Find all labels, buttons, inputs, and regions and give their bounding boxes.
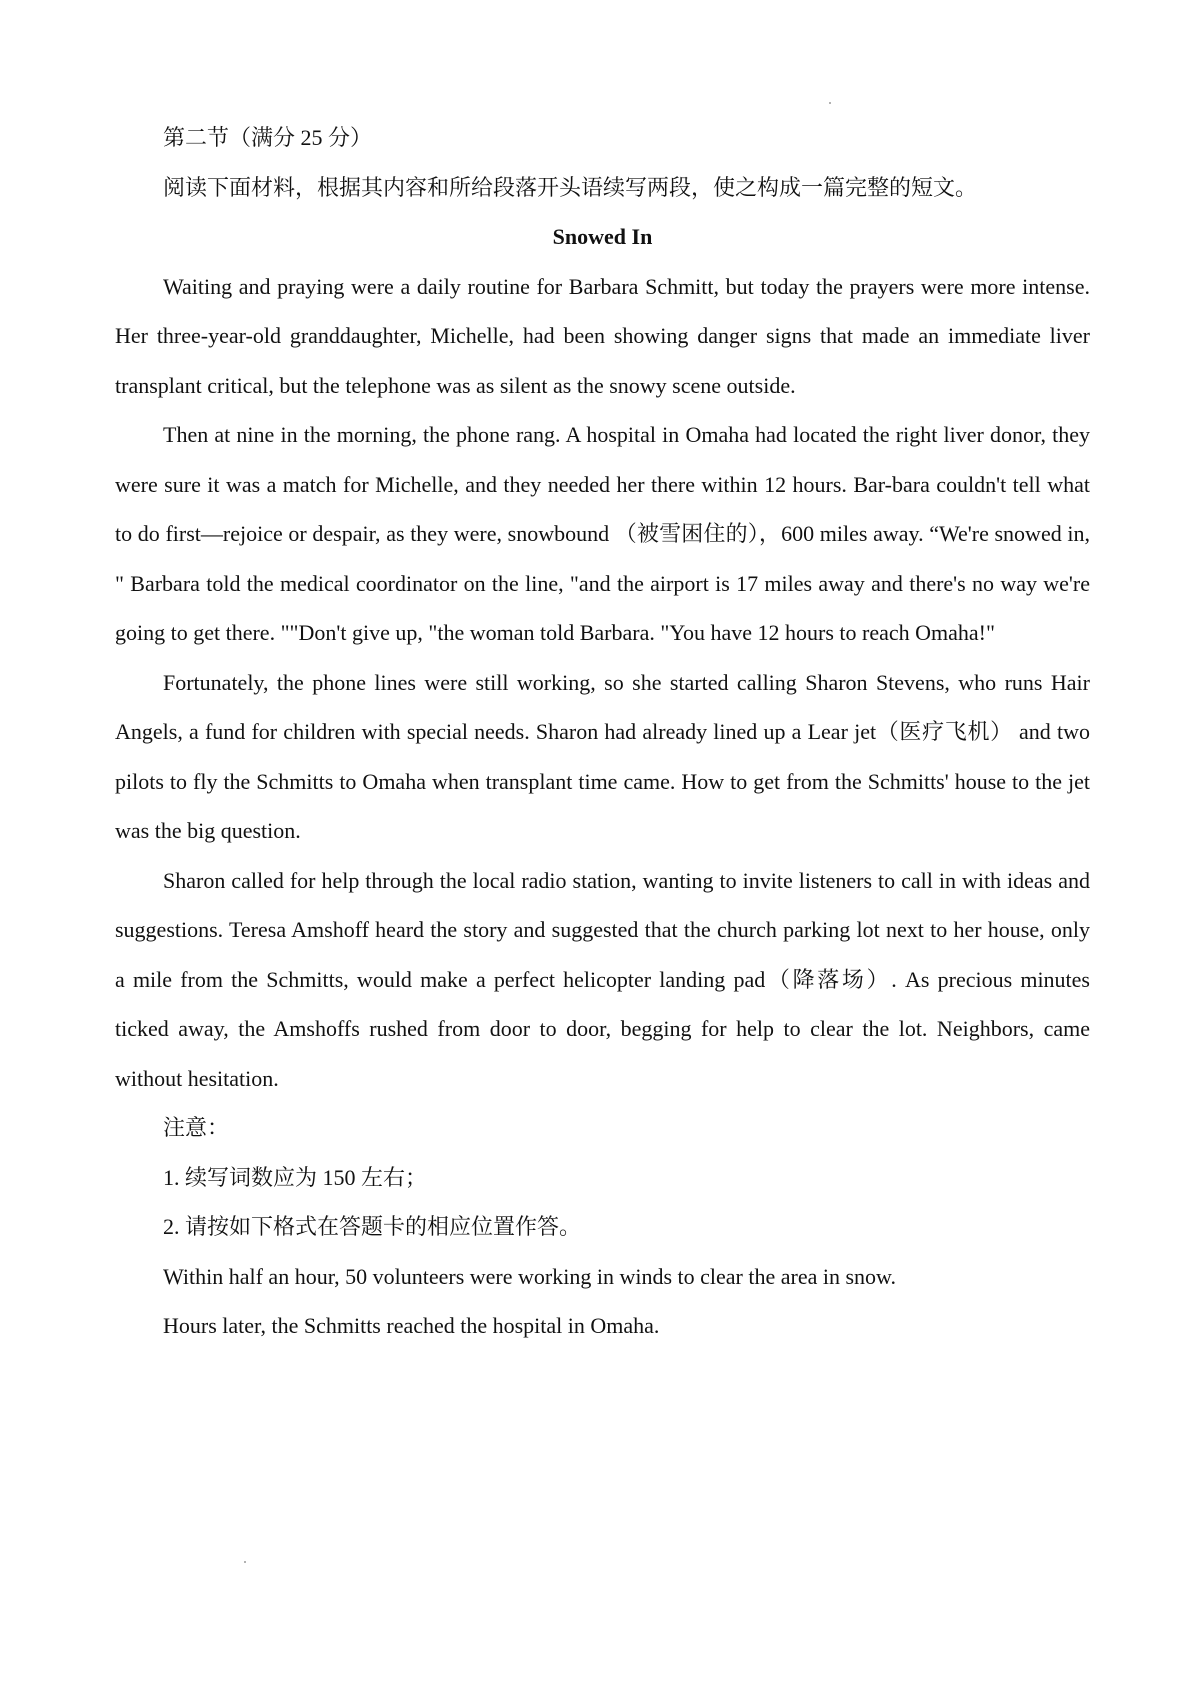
note-item-2: 2. 请按如下格式在答题卡的相应位置作答。 [163, 1214, 582, 1239]
story-title: Snowed In [552, 224, 653, 249]
section-instruction: 阅读下面材料，根据其内容和所给段落开头语续写两段，使之构成一篇完整的短文。 [163, 174, 978, 200]
story-paragraph-3: Fortunately, the phone lines were still working, so she started calling Sharon Stevens, who runs Hair Angels, a fund for children with special needs. Sharon had already lined up a Lear jet（医疗飞机） and two pilots to fly the Schmitts to Omaha when transplant time came. How to get from the Schmitts' house to the jet was the big question. [115, 669, 1090, 843]
continuation-opening-1: Within half an hour, 50 volunteers were working in winds to clear the area in snow. [163, 1263, 896, 1289]
continuation-opening-2: Hours later, the Schmitts reached the hospital in Omaha. [163, 1313, 660, 1338]
notes-label: 注意： [163, 1115, 230, 1140]
story-paragraph-1: Waiting and praying were a daily routine for Barbara Schmitt, but today the prayers were more intense. Her three-year-old granddaughter, Michelle, had been showing danger signs that made an immediate liver transplant critical, but the telephone was as silent as the snowy scene outside. [115, 273, 1090, 398]
scan-speck [244, 1561, 246, 1563]
story-paragraph-2: Then at nine in the morning, the phone rang. A hospital in Omaha had located the right liver donor, they were sure it was a match for Michelle, and they needed her there within 12 hours. Bar-bara couldn't tell what to do first—rejoice or despair, as they were, snowbound （被雪困住的），600 miles away. “We're snowed in, " Barbara told the medical coordinator on the line, "and the airport is 17 miles away and there's no way we're going to get there. ""Don't give up, "the woman told Barbara. "You have 12 hours to reach Omaha!" [115, 422, 1090, 645]
note-item-1: 1. 续写词数应为 150 左右； [163, 1164, 428, 1190]
scan-speck [829, 102, 831, 104]
section-heading: 第二节（满分 25 分） [163, 125, 373, 150]
story-paragraph-4: Sharon called for help through the local radio station, wanting to invite listeners to call in with ideas and suggestions. Teresa Amshoff heard the story and suggested that the church parking lot next to her house, only a mile from the Schmitts, would make a perfect helicopter landing pad（降落场）. As precious minutes ticked away, the Amshoffs rushed from door to door, begging for help to clear the lot. Neighbors, came without hesitation. [115, 867, 1090, 1091]
exam-content [115, 113, 1090, 1351]
